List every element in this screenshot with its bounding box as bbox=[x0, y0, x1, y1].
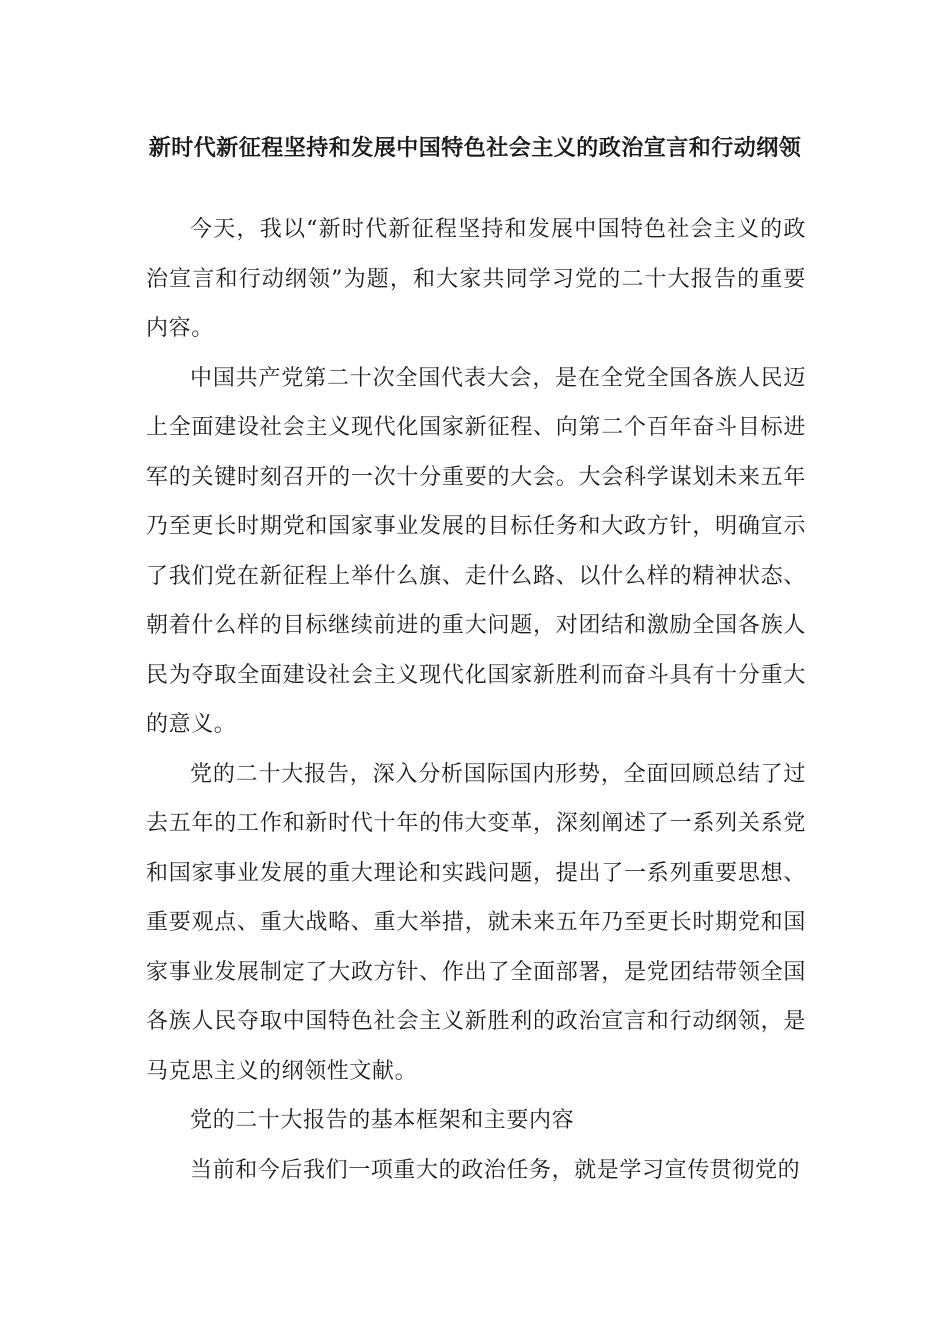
paragraph-congress: 中国共产党第二十次全国代表大会，是在全党全国各族人民迈上全面建设社会主义现代化国家新征程、向第二个百年奋斗目标进军的关键时刻召开的一次十分重要的大会。大会科学谋划未来五年乃至更长时期党和国家事业发展的目标任务和大政方针，明确宣示了我们党在新征程上举什么旗、走什么路、以什么样的精神状态、朝着什么样的目标继续前进的重大问题，对团结和激励全国各族人民为夺取全面建设社会主义现代化国家新胜利而奋斗具有十分重大的意义。 bbox=[146, 365, 806, 737]
section-heading: 党的二十大报告的基本框架和主要内容 bbox=[190, 1108, 575, 1133]
document-title: 新时代新征程坚持和发展中国特色社会主义的政治宣言和行动纲领 bbox=[148, 135, 802, 161]
paragraph-report: 党的二十大报告，深入分析国际国内形势，全面回顾总结了过去五年的工作和新时代十年的伟大变革，深刻阐述了一系列关系党和国家事业发展的重大理论和实践问题，提出了一系列重要思想、重要观点、重大战略、重大举措，就未来五年乃至更长时期党和国家事业发展制定了大政方针、作出了全面部署，是党团结带领全国各族人民夺取中国特色社会主义新胜利的政治宣言和行动纲领，是马克思主义的纲领性文献。 bbox=[146, 761, 806, 1084]
document-body bbox=[146, 205, 806, 1195]
paragraph-task: 当前和今后我们一项重大的政治任务，就是学习宣传贯彻党的 bbox=[190, 1157, 801, 1183]
paragraph-intro: 今天，我以“新时代新征程坚持和发展中国特色社会主义的政治宣言和行动纲领”为题，和大家共同学习党的二十大报告的重要内容。 bbox=[146, 217, 806, 341]
